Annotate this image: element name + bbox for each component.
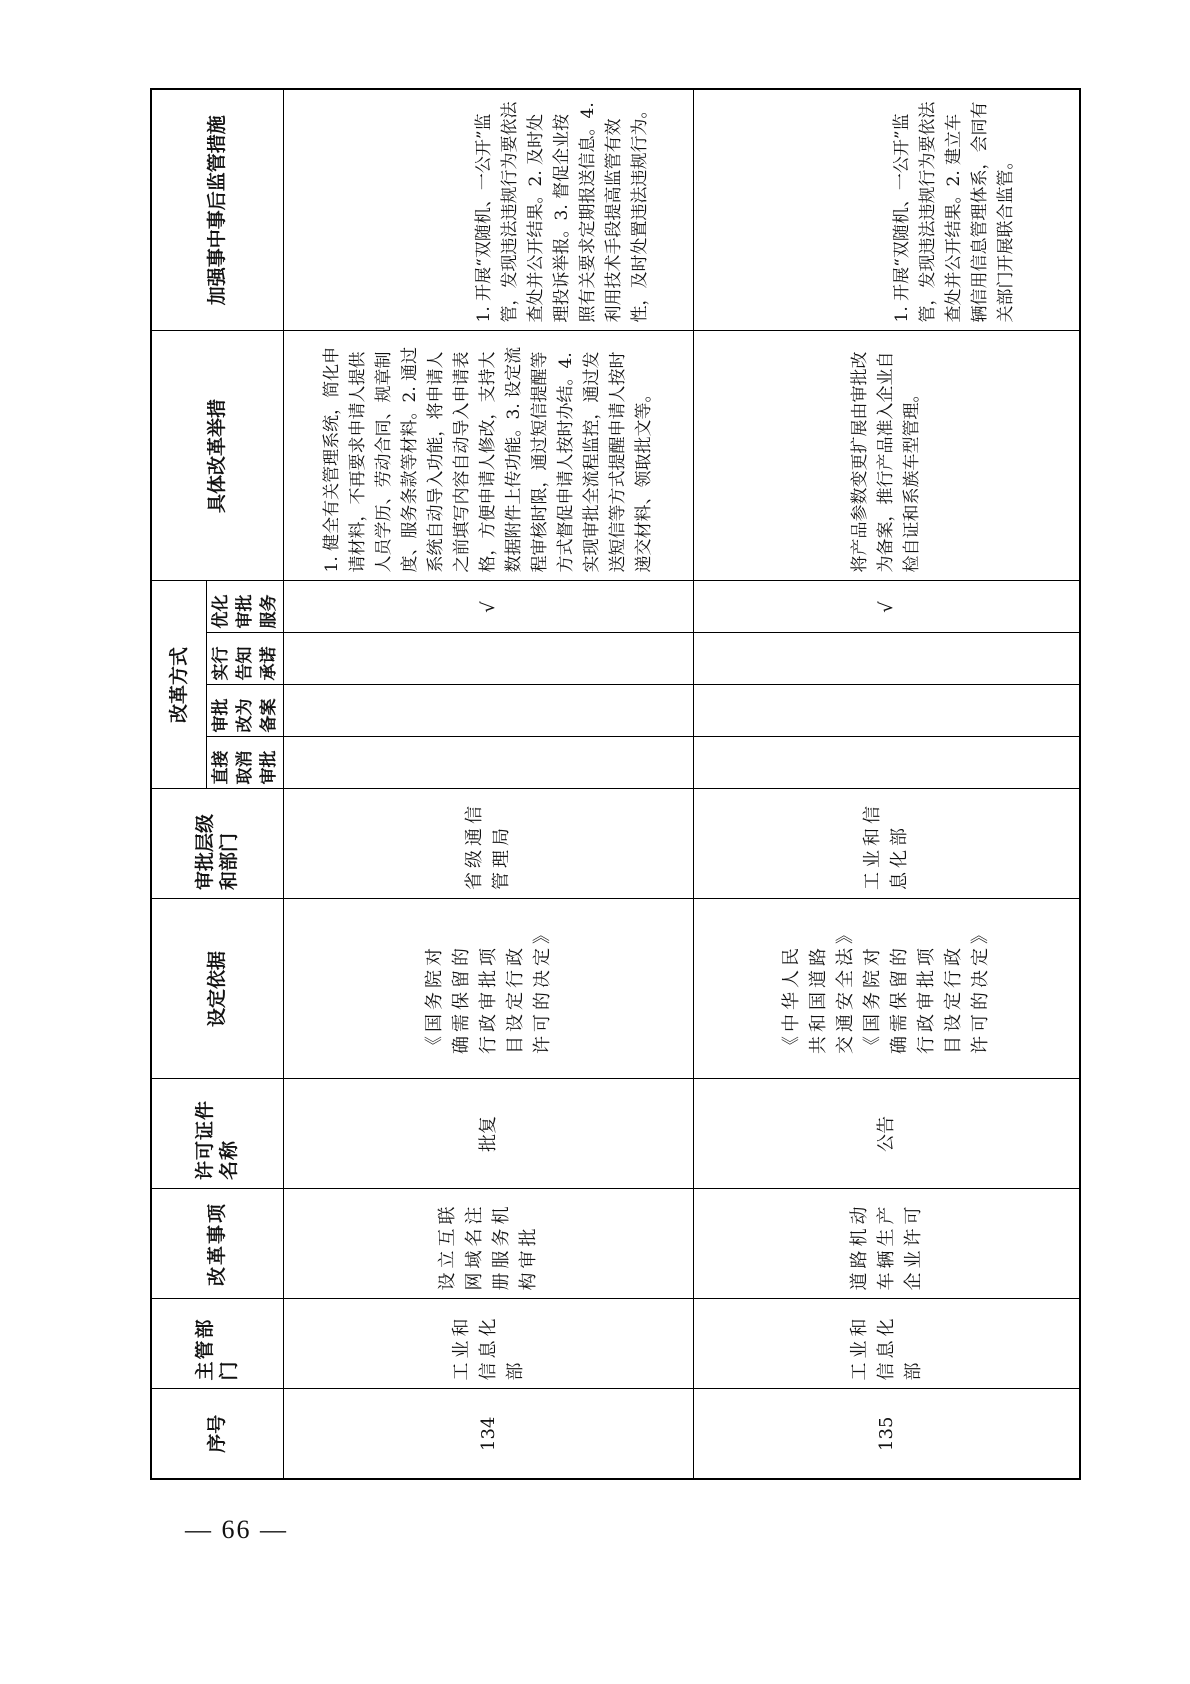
row-seq: 135 [693,1389,1080,1479]
row-measures: 将产品参数变更扩展由审批改为备案，推行产品准入企业自检自证和系族车型管理。 [693,331,1080,581]
row-method-commitment [283,633,693,685]
row-method-filing [693,685,1080,737]
row-level: 工业和信息化部 [693,789,1080,899]
row-license: 批复 [283,1079,693,1189]
row-method-optimize: √ [283,581,693,633]
header-supervision: 加强事中事后监管措施 [151,89,283,331]
rotated-table-container [150,90,1040,1480]
header-method-optimize: 优化审批服务 [206,581,283,633]
row-license: 公告 [693,1079,1080,1189]
header-dept: 主管部门 [151,1299,283,1389]
row-item: 设立互联网域名注册服务机构审批 [283,1189,693,1299]
header-method-filing: 审批改为备案 [206,685,283,737]
row-basis: 《中华人民共和国道路交通安全法》《国务院对确需保留的行政审批项目设定行政许可的决定》 [693,899,1080,1079]
table-row [283,89,693,1479]
row-dept: 工业和信息化部 [283,1299,693,1389]
page-number: — 66 — [185,1515,288,1544]
row-supervision: 1. 开展“双随机、一公开”监管，发现违法违规行为要依法查处并公开结果。2. 及时处理投诉举报。3. 督促企业按照有关要求定期报送信息。4. 利用技术手段提高监管有效性，及时处置违法违规行为。 [283,89,693,331]
header-basis: 设定依据 [151,899,283,1079]
header-method-commitment: 实行告知承诺 [206,633,283,685]
row-item: 道路机动车辆生产企业许可 [693,1189,1080,1299]
reform-table [150,88,1081,1480]
row-measures: 1. 健全有关管理系统，简化申请材料，不再要求申请人提供人员学历、劳动合同、规章制度、服务条款等材料。2. 通过系统自动导入功能，将申请人之前填写内容自动导入申请表格，方便申请人修改，支持大数据附件上传功能。3. 设定流程审核时限，通过短信提醒等方式督促申请人按时办结。4. 实现审批全流程监控，通过发送短信等方式提醒申请人按时递交材料、领取批文等。 [283,331,693,581]
header-row-1 [151,89,206,1479]
row-method-cancel [283,737,693,789]
row-seq: 134 [283,1389,693,1479]
row-method-commitment [693,633,1080,685]
header-method: 改革方式 [151,581,206,789]
row-method-optimize: √ [693,581,1080,633]
row-supervision: 1. 开展“双随机、一公开”监管，发现违法违规行为要依法查处并公开结果。2. 建立车辆信用信息管理体系，会同有关部门开展联合监管。 [693,89,1080,331]
row-dept: 工业和信息化部 [693,1299,1080,1389]
row-level: 省级通信管理局 [283,789,693,899]
header-seq: 序号 [151,1389,283,1479]
header-measures: 具体改革举措 [151,331,283,581]
row-basis: 《国务院对确需保留的行政审批项目设定行政许可的决定》 [283,899,693,1079]
row-method-cancel [693,737,1080,789]
header-level: 审批层级和部门 [151,789,283,899]
header-item: 改革事项 [151,1189,283,1299]
row-method-filing [283,685,693,737]
table-row [693,89,1080,1479]
header-method-cancel: 直接取消审批 [206,737,283,789]
header-license: 许可证件名称 [151,1079,283,1189]
